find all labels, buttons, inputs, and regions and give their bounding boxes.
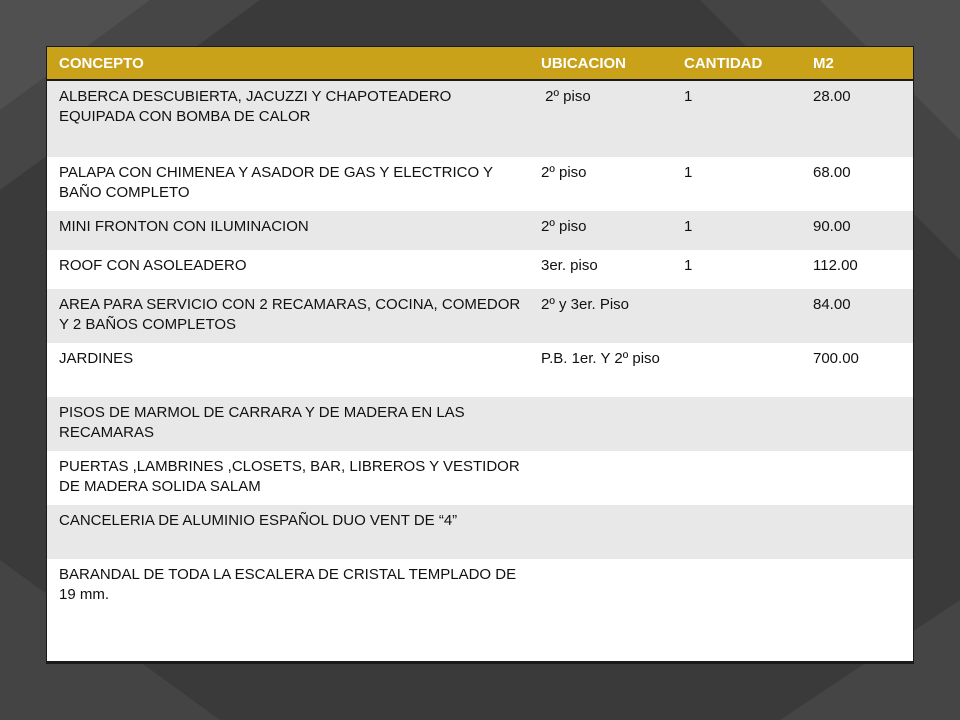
header-concepto: CONCEPTO [47, 47, 529, 80]
cell-cantidad: 1 [672, 80, 801, 157]
table-row [47, 250, 913, 289]
cell-m2: 84.00 [801, 289, 913, 343]
cell-m2 [801, 559, 913, 661]
cell-concepto: PUERTAS ,LAMBRINES ,CLOSETS, BAR, LIBREROS Y VESTIDOR DE MADERA SOLIDA SALAM [47, 451, 529, 505]
table-row [47, 559, 913, 661]
cell-concepto: CANCELERIA DE ALUMINIO ESPAÑOL DUO VENT DE “4” [47, 505, 529, 559]
cell-m2: 28.00 [801, 80, 913, 157]
cell-m2 [801, 505, 913, 559]
cell-concepto: JARDINES [47, 343, 529, 397]
cell-concepto: PALAPA CON CHIMENEA Y ASADOR DE GAS Y ELECTRICO Y BAÑO COMPLETO [47, 157, 529, 211]
cell-m2: 68.00 [801, 157, 913, 211]
cell-ubicacion: P.B. 1er. Y 2º piso [529, 343, 672, 397]
table-row [47, 343, 913, 397]
table-row [47, 505, 913, 559]
cell-concepto: MINI FRONTON CON ILUMINACION [47, 211, 529, 250]
header-m2: M2 [801, 47, 913, 80]
features-table-container [46, 46, 914, 664]
cell-m2: 700.00 [801, 343, 913, 397]
header-cantidad: CANTIDAD [672, 47, 801, 80]
cell-cantidad: 1 [672, 250, 801, 289]
cell-cantidad [672, 559, 801, 661]
table-row [47, 80, 913, 157]
table-row [47, 289, 913, 343]
table-row [47, 211, 913, 250]
cell-ubicacion [529, 397, 672, 451]
cell-m2 [801, 397, 913, 451]
cell-ubicacion [529, 505, 672, 559]
cell-cantidad [672, 289, 801, 343]
cell-m2 [801, 451, 913, 505]
header-ubicacion: UBICACION [529, 47, 672, 80]
cell-m2: 112.00 [801, 250, 913, 289]
cell-ubicacion [529, 451, 672, 505]
table-row [47, 397, 913, 451]
cell-ubicacion: 2º piso [529, 211, 672, 250]
cell-cantidad [672, 397, 801, 451]
cell-concepto: PISOS DE MARMOL DE CARRARA Y DE MADERA EN LAS RECAMARAS [47, 397, 529, 451]
cell-concepto: BARANDAL DE TODA LA ESCALERA DE CRISTAL TEMPLADO DE 19 mm. [47, 559, 529, 661]
cell-ubicacion: 2º piso [529, 80, 672, 157]
cell-cantidad: 1 [672, 157, 801, 211]
cell-m2: 90.00 [801, 211, 913, 250]
cell-cantidad [672, 343, 801, 397]
table-row [47, 451, 913, 505]
cell-concepto: ALBERCA DESCUBIERTA, JACUZZI Y CHAPOTEADERO EQUIPADA CON BOMBA DE CALOR [47, 80, 529, 157]
cell-ubicacion: 2º piso [529, 157, 672, 211]
features-table [47, 47, 913, 661]
cell-ubicacion: 3er. piso [529, 250, 672, 289]
cell-cantidad: 1 [672, 211, 801, 250]
table-header-row [47, 47, 913, 80]
cell-cantidad [672, 505, 801, 559]
cell-concepto: ROOF CON ASOLEADERO [47, 250, 529, 289]
table-row [47, 157, 913, 211]
cell-ubicacion [529, 559, 672, 661]
cell-concepto: AREA PARA SERVICIO CON 2 RECAMARAS, COCINA, COMEDOR Y 2 BAÑOS COMPLETOS [47, 289, 529, 343]
cell-ubicacion: 2º y 3er. Piso [529, 289, 672, 343]
cell-cantidad [672, 451, 801, 505]
